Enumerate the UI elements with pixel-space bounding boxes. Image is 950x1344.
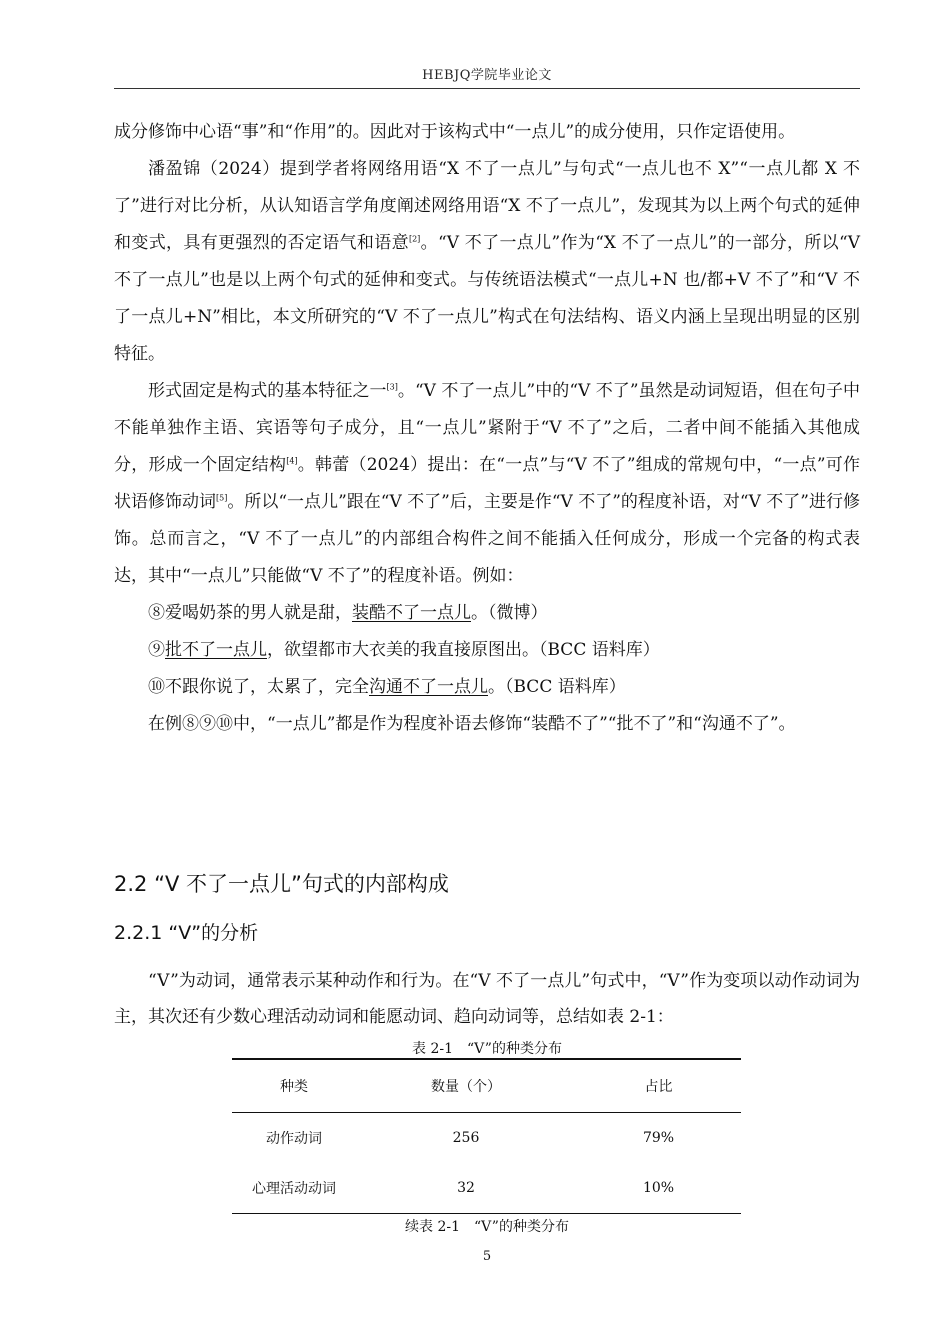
subsection-heading: 2.2.1 “V”的分析 <box>114 922 259 944</box>
table-header-cell: 数量（个） <box>431 1079 501 1095</box>
paragraph-2 <box>114 151 860 373</box>
table-row <box>232 1113 741 1163</box>
paragraph-3 <box>114 373 860 595</box>
paragraph-3-part-b: 。“V 不了一点儿”中的“V 不了”虽然是动词短语，但在句子中不能单独作主语、宾语等句子成分，且“一点儿”紧附于“V 不了”之后，二者中间不能插入其他成分，形成一个固定结构 <box>114 381 861 475</box>
citation-3: [3] <box>386 382 398 392</box>
subsection-paragraph: “V”为动词，通常表示某种动作和行为。在“V 不了一点儿”句式中，“V”作为变项以动作动词为主，其次还有少数心理活动动词和能愿动词、趋向动词等，总结如表 2-1： <box>114 971 860 1027</box>
page-number: 5 <box>482 1249 492 1264</box>
example-10-lead: ⑩不跟你说了，太累了，完全 <box>148 677 369 697</box>
example-8 <box>114 595 860 632</box>
paragraph-4: 在例⑧⑨⑩中，“一点儿”都是作为程度补语去修饰“装酷不了”“批不了”和“沟通不了”。 <box>148 714 796 734</box>
paragraph-2-part-a: 潘盈锦（2024）提到学者将网络用语“X 不了一点儿”与句式“一点儿也不 X”“一点儿都 X 不了”进行对比分析，从认知语言学角度阐述网络用语“X 不了一点儿”，发现其为以上两个句式的延伸和变式，具有更强烈的否定语气和语意 <box>114 159 860 253</box>
example-10 <box>114 669 860 706</box>
body-text <box>114 114 860 743</box>
subsection-body <box>114 963 860 1035</box>
data-table <box>232 1058 741 1214</box>
citation-4: [4] <box>286 456 298 466</box>
example-9-lead: ⑨ <box>148 640 165 660</box>
paragraph-3-part-a: 形式固定是构式的基本特征之一 <box>148 381 387 401</box>
table-cell: 10% <box>642 1180 675 1196</box>
header-rule <box>114 88 860 89</box>
table-cell: 动作动词 <box>266 1131 322 1147</box>
example-8-source: 。（微博） <box>471 603 548 623</box>
example-9 <box>114 632 860 669</box>
citation-2: [2] <box>408 234 421 244</box>
table-header-cell: 种类 <box>280 1079 308 1095</box>
table-caption: 表 2-1 “V”的种类分布 <box>412 1041 562 1057</box>
paragraph-1: 成分修饰中心语“事”和“作用”的。因此对于该构式中“一点儿”的成分使用，只作定语使用。 <box>114 122 796 142</box>
table-cell: 32 <box>457 1180 475 1196</box>
section-heading: 2.2 “V 不了一点儿”句式的内部构成 <box>114 872 449 896</box>
example-10-source: 。（BCC 语料库） <box>488 677 626 697</box>
example-9-underlined: 批不了一点儿 <box>165 640 267 660</box>
paragraph-3-part-c: 。韩蕾（2024）提出：在“一点”与“V 不了”组成的常规句中，“一点”可作状语修饰动词 <box>114 455 861 512</box>
table-cell: 心理活动动词 <box>252 1181 336 1197</box>
example-8-lead: ⑧爱喝奶茶的男人就是甜， <box>148 603 352 623</box>
example-9-source: ，欲望都市大衣美的我直接原图出。（BCC 语料库） <box>267 640 660 660</box>
paragraph-3-part-d: 。所以“一点儿”跟在“V 不了”后，主要是作“V 不了”的程度补语，对“V 不了”进行修饰。总而言之，“V 不了一点儿”的内部组合构件之间不能插入任何成分，形成一个完备的构式表达，其中“一点儿”只能做“V 不了”的程度补语。例如： <box>114 492 860 586</box>
table-header-row <box>232 1060 741 1113</box>
table-cell: 256 <box>452 1130 480 1146</box>
example-10-underlined: 沟通不了一点儿 <box>369 677 488 697</box>
example-8-underlined: 装酷不了一点儿 <box>352 603 471 623</box>
paragraph-2-part-b: 。“V 不了一点儿”作为“X 不了一点儿”的一部分，所以“V 不了一点儿”也是以上两个句式的延伸和变式。与传统语法模式“一点儿+N 也/都+V 不了”和“V 不了一点儿+N”相比，本文所研究的“V 不了一点儿”构式在句法结构、语义内涵上呈现出明显的区别特征。 <box>114 233 861 364</box>
table-row <box>232 1163 741 1213</box>
table-header-cell: 占比 <box>644 1079 673 1095</box>
table-continued-caption: 续表 2-1 “V”的种类分布 <box>405 1219 569 1235</box>
running-header: HEBJQ学院毕业论文 <box>422 68 552 83</box>
citation-5: [5] <box>216 493 228 503</box>
table-cell: 79% <box>642 1130 675 1146</box>
